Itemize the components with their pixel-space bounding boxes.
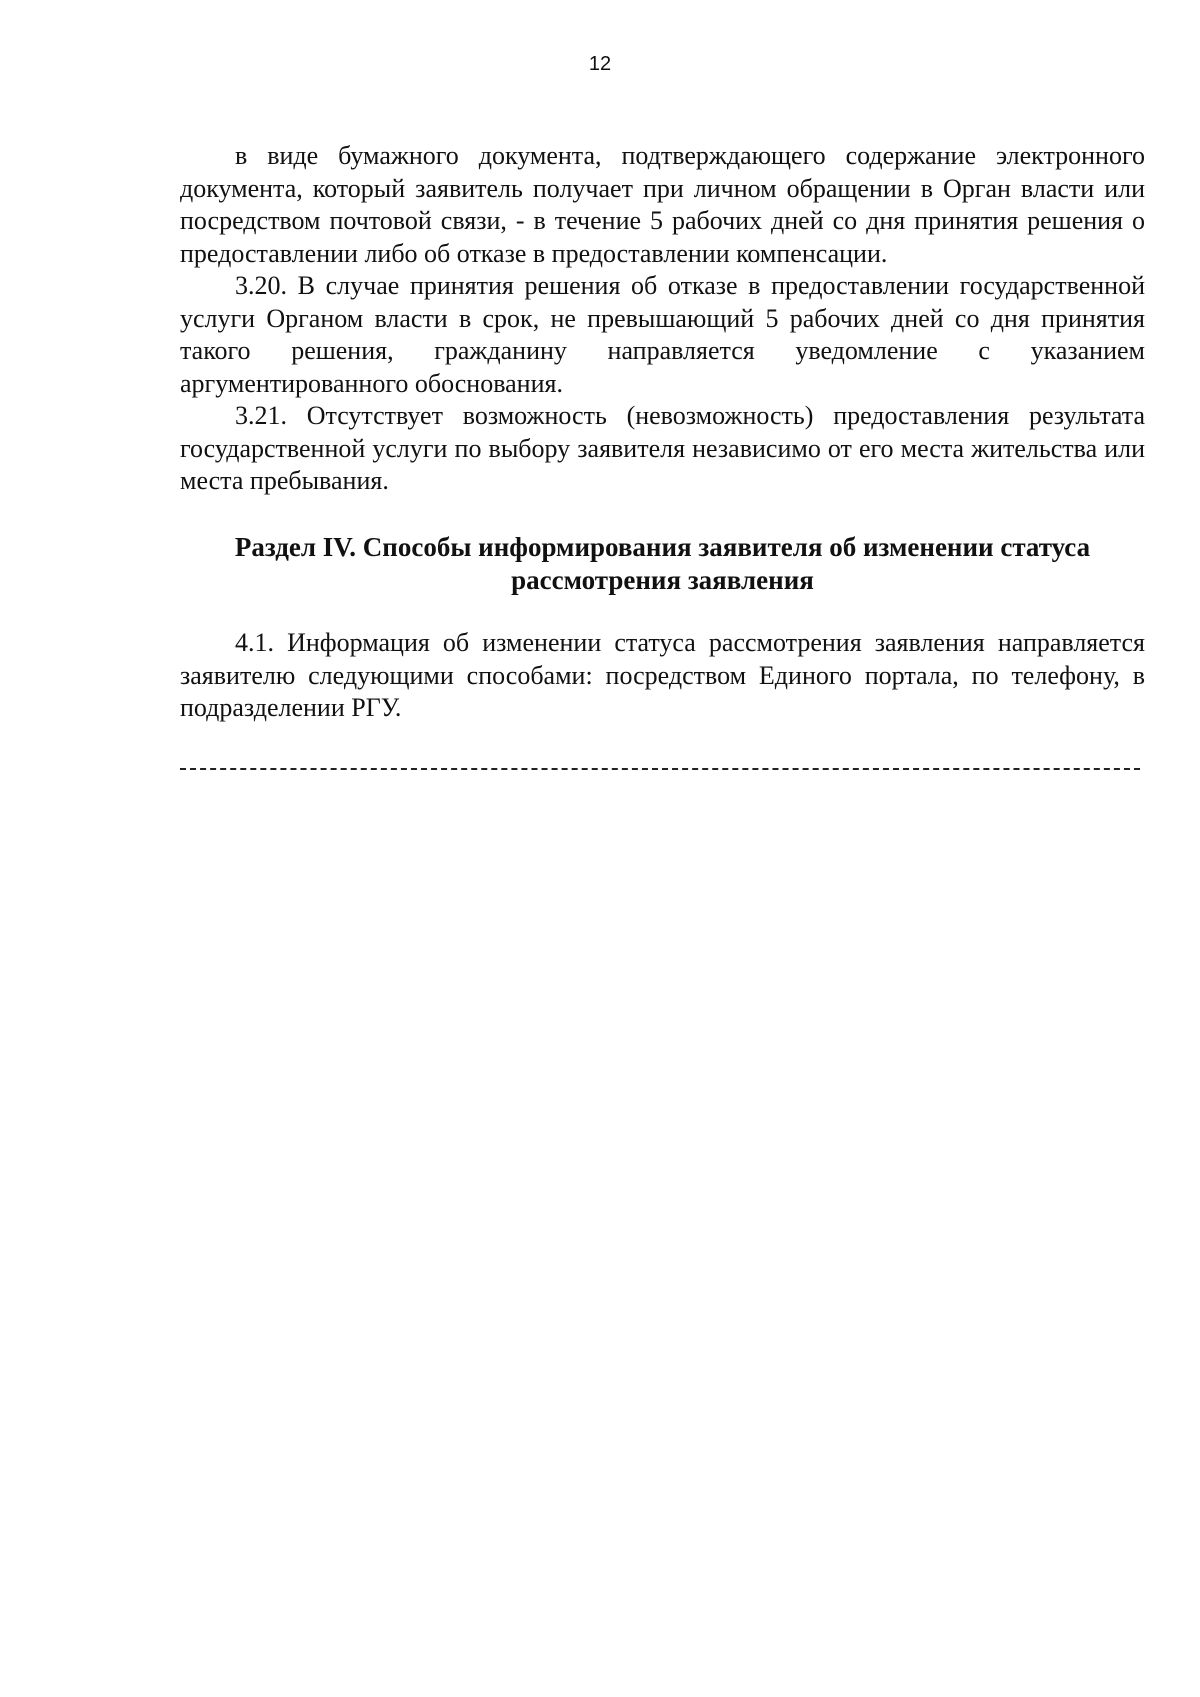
section-heading: Раздел IV. Способы информирования заявителя об изменении статуса рассмотрения заявления: [234, 532, 1091, 595]
paragraph-3-20: 3.20. В случае принятия решения об отказе в предоставлении государственной услуги Органом власти в срок, не превышающий 5 рабочих дней со дня принятия такого решения, гражданину направляется уведомление с указанием аргументированного обоснования.: [180, 271, 1145, 398]
dashed-separator: [180, 768, 1140, 770]
paragraph-continuation: в виде бумажного документа, подтверждающего содержание электронного документа, который заявитель получает при личном обращении в Орган власти или посредством почтовой связи, - в течение 5 рабочих дней со дня принятия решения о предоставлении либо об отказе в предоставлении компенсации.: [180, 141, 1145, 268]
page-number: 12: [588, 53, 612, 75]
paragraph-4-1: 4.1. Информация об изменении статуса рассмотрения заявления направляется заявителю следующими способами: посредством Единого портала, по телефону, в подразделении РГУ.: [180, 628, 1145, 722]
paragraph-3-21: 3.21. Отсутствует возможность (невозможность) предоставления результата государственной услуги по выбору заявителя независимо от его места жительства или места пребывания.: [180, 401, 1145, 495]
document-body: [180, 140, 1145, 498]
section-body: [180, 627, 1145, 725]
